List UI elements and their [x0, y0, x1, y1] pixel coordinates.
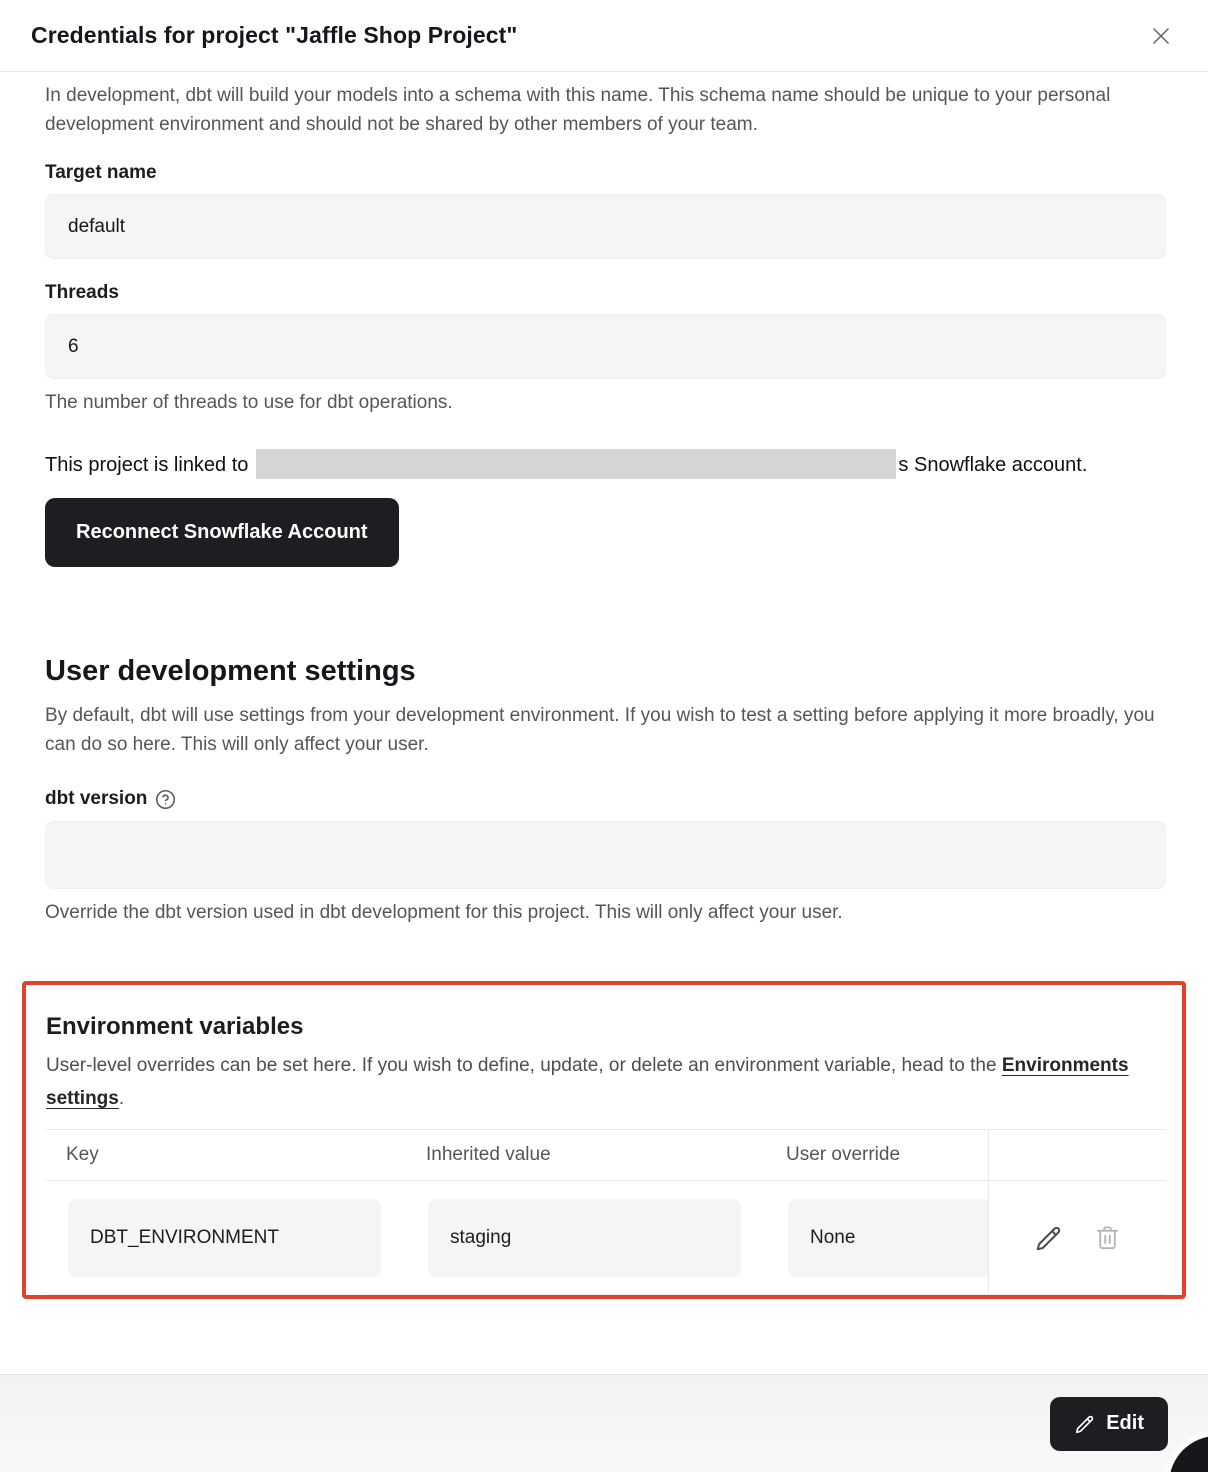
dbt-version-label-text: dbt version — [45, 788, 148, 809]
redacted-account-name — [256, 449, 896, 479]
cell-key — [46, 1181, 406, 1294]
help-circle-icon[interactable] — [155, 789, 176, 810]
env-description-period: . — [118, 1088, 125, 1109]
environment-variables-section — [22, 981, 1186, 1299]
pencil-icon — [1034, 1223, 1064, 1253]
user-dev-settings-title: User development settings — [45, 655, 416, 687]
environment-variables-table — [46, 1129, 1166, 1295]
delete-variable-button[interactable] — [1092, 1222, 1123, 1253]
column-header-actions — [988, 1130, 1166, 1180]
column-header-inherited-value: Inherited value — [426, 1144, 551, 1165]
environment-variables-description — [46, 1049, 1162, 1115]
modal-title: Credentials for project "Jaffle Shop Project" — [31, 22, 518, 48]
linked-account-suffix: s Snowflake account. — [898, 454, 1088, 476]
edit-button[interactable] — [1050, 1397, 1168, 1451]
cell-inherited-value — [406, 1181, 766, 1294]
dbt-version-helper: Override the dbt version used in dbt development for this project. This will only affect your user. — [45, 902, 843, 923]
threads-helper: The number of threads to use for dbt operations. — [45, 392, 453, 413]
column-header-key: Key — [66, 1144, 99, 1165]
table-header-row — [46, 1129, 1166, 1181]
environment-variables-title: Environment variables — [46, 1013, 304, 1040]
reconnect-snowflake-label: Reconnect Snowflake Account — [76, 521, 368, 543]
table-row — [46, 1181, 1166, 1295]
modal-footer — [0, 1374, 1208, 1472]
edit-pencil-icon — [1074, 1413, 1096, 1435]
cell-actions — [988, 1181, 1166, 1294]
cell-user-override — [766, 1181, 988, 1294]
threads-label: Threads — [45, 282, 119, 303]
threads-input[interactable] — [45, 314, 1166, 379]
close-icon — [1148, 23, 1174, 49]
target-name-input[interactable] — [45, 194, 1166, 259]
key-value: DBT_ENVIRONMENT — [68, 1199, 381, 1277]
modal-header — [0, 0, 1208, 72]
trash-icon — [1094, 1224, 1121, 1251]
modal-body — [0, 81, 1208, 1299]
edit-button-label: Edit — [1106, 1412, 1144, 1434]
linked-account-prefix: This project is linked to — [45, 454, 249, 476]
env-description-text: User-level overrides can be set here. If you wish to define, update, or delete an environment variable, head to the — [46, 1055, 1002, 1076]
dbt-version-input[interactable] — [45, 821, 1166, 889]
column-header-user-override: User override — [786, 1144, 901, 1165]
reconnect-snowflake-button[interactable] — [45, 498, 399, 567]
user-dev-settings-description: By default, dbt will use settings from your development environment. If you wish to test a setting before applying it more broadly, you can do so here. This will only affect your user. — [45, 705, 1155, 755]
target-name-label: Target name — [45, 162, 157, 183]
edit-variable-button[interactable] — [1032, 1221, 1066, 1255]
environments-settings-link[interactable]: Environments settings — [46, 1055, 1129, 1109]
user-override-value: None — [788, 1199, 988, 1277]
linked-account-text — [45, 447, 1166, 483]
schema-description: In development, dbt will build your models into a schema with this name. This schema name should be unique to your personal development environment and should not be shared by other members of your team. — [45, 85, 1111, 135]
close-button[interactable] — [1144, 19, 1178, 53]
dbt-version-label — [45, 788, 1166, 810]
inherited-value: staging — [428, 1199, 741, 1277]
